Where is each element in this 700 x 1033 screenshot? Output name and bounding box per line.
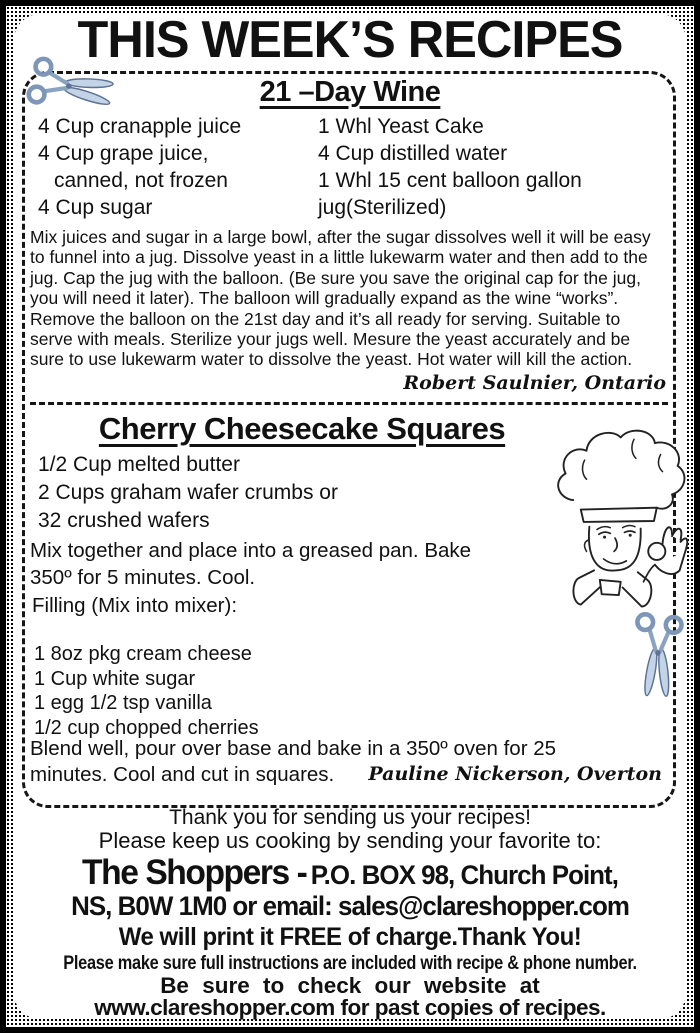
wine-ingredients-left-column xyxy=(38,113,241,221)
cheesecake-filling-instructions: Blend well, pour over base and bake in a 350º oven for 25 minutes. Cool and cut in squares. xyxy=(30,737,557,786)
ingredient-line: 1 Cup white sugar xyxy=(34,667,196,690)
ingredient-line: 32 crushed wafers xyxy=(38,509,210,532)
ingredient-line: 1 egg 1/2 tsp vanilla xyxy=(34,692,212,714)
cheesecake-filling-label: Filling (Mix into mixer): xyxy=(32,594,238,617)
ingredient-line: jug(Sterilized) xyxy=(318,196,447,219)
ingredient-line: 1 8oz pkg cream cheese xyxy=(34,643,252,665)
brand-name: The Shoppers - xyxy=(82,853,307,892)
footer-thanks-line: Thank you for sending us your recipes! xyxy=(169,806,531,829)
cheesecake-base-instructions: Mix together and place into a greased pan. Bake 350º for 5 minutes. Cool. xyxy=(30,539,472,589)
ingredient-line: 1 Whl Yeast Cake xyxy=(318,115,484,138)
wine-ingredients-right-column xyxy=(318,113,582,221)
ingredient-line: 1/2 Cup melted butter xyxy=(38,453,240,476)
ingredient-line: 4 Cup sugar xyxy=(38,196,153,219)
wine-instructions: Mix juices and sugar in a large bowl, after the sugar dissolves well it will be easy to funnel into a jug. Dissolve yeast in a little lukewarm water and then add to the jug. Cap the jug with the balloon. (Be sure you save the original cap for the jug, you will need it later). The balloon will gradually expand as the wine “works”. Remove the balloon on the 21st day and it’s all ready for serving. Suitable to serve with meals. Sterilize your jugs well. Mesure the yeast accurately and be sure to use lukewarm water to dissolve the yeast. Hot water will kill the action. xyxy=(30,227,651,370)
wine-recipe-title: 21 –Day Wine xyxy=(259,76,441,108)
cheesecake-attribution: Pauline Nickerson, Overton xyxy=(368,763,662,785)
cheesecake-filling-ingredients xyxy=(34,642,259,740)
ingredient-line: 4 Cup distilled water xyxy=(318,142,508,165)
ingredient-line: 4 Cup cranapple juice xyxy=(38,115,242,138)
ingredient-line: 2 Cups graham wafer crumbs or xyxy=(38,481,338,504)
ingredient-line: canned, not frozen xyxy=(54,169,228,192)
footer-website-line-2: www.clareshopper.com for past copies of recipes. xyxy=(94,995,606,1020)
footer-instructions-note: Please make sure full instructions are included with recipe & phone number. xyxy=(63,953,637,974)
wine-attribution: Robert Saulnier, Ontario xyxy=(403,372,666,394)
cheesecake-recipe-title: Cherry Cheesecake Squares xyxy=(98,411,506,446)
ingredient-line: 1/2 cup chopped cherries xyxy=(34,716,259,739)
cheesecake-base-ingredients xyxy=(38,451,338,535)
chef-illustration xyxy=(538,426,692,616)
footer-free-line: We will print it FREE of charge.Thank You! xyxy=(118,923,582,951)
footer-brand-address-row xyxy=(14,853,686,893)
footer-website-line-1: Be sure to check our website at xyxy=(160,973,540,998)
address-line-2: NS, B0W 1M0 or email: sales@clareshopper.com xyxy=(71,891,629,921)
recipe-divider-dashed-line xyxy=(30,402,668,405)
page-title: THIS WEEK’S RECIPES xyxy=(77,11,623,69)
address-line-1: P.O. BOX 98, Church Point, xyxy=(310,860,618,890)
ingredient-line: 4 Cup grape juice, xyxy=(38,142,209,165)
scissors-icon xyxy=(625,605,690,699)
footer-keep-cooking-line: Please keep us cooking by sending your favorite to: xyxy=(98,828,602,853)
ingredient-line: 1 Whl 15 cent balloon gallon xyxy=(318,169,582,192)
